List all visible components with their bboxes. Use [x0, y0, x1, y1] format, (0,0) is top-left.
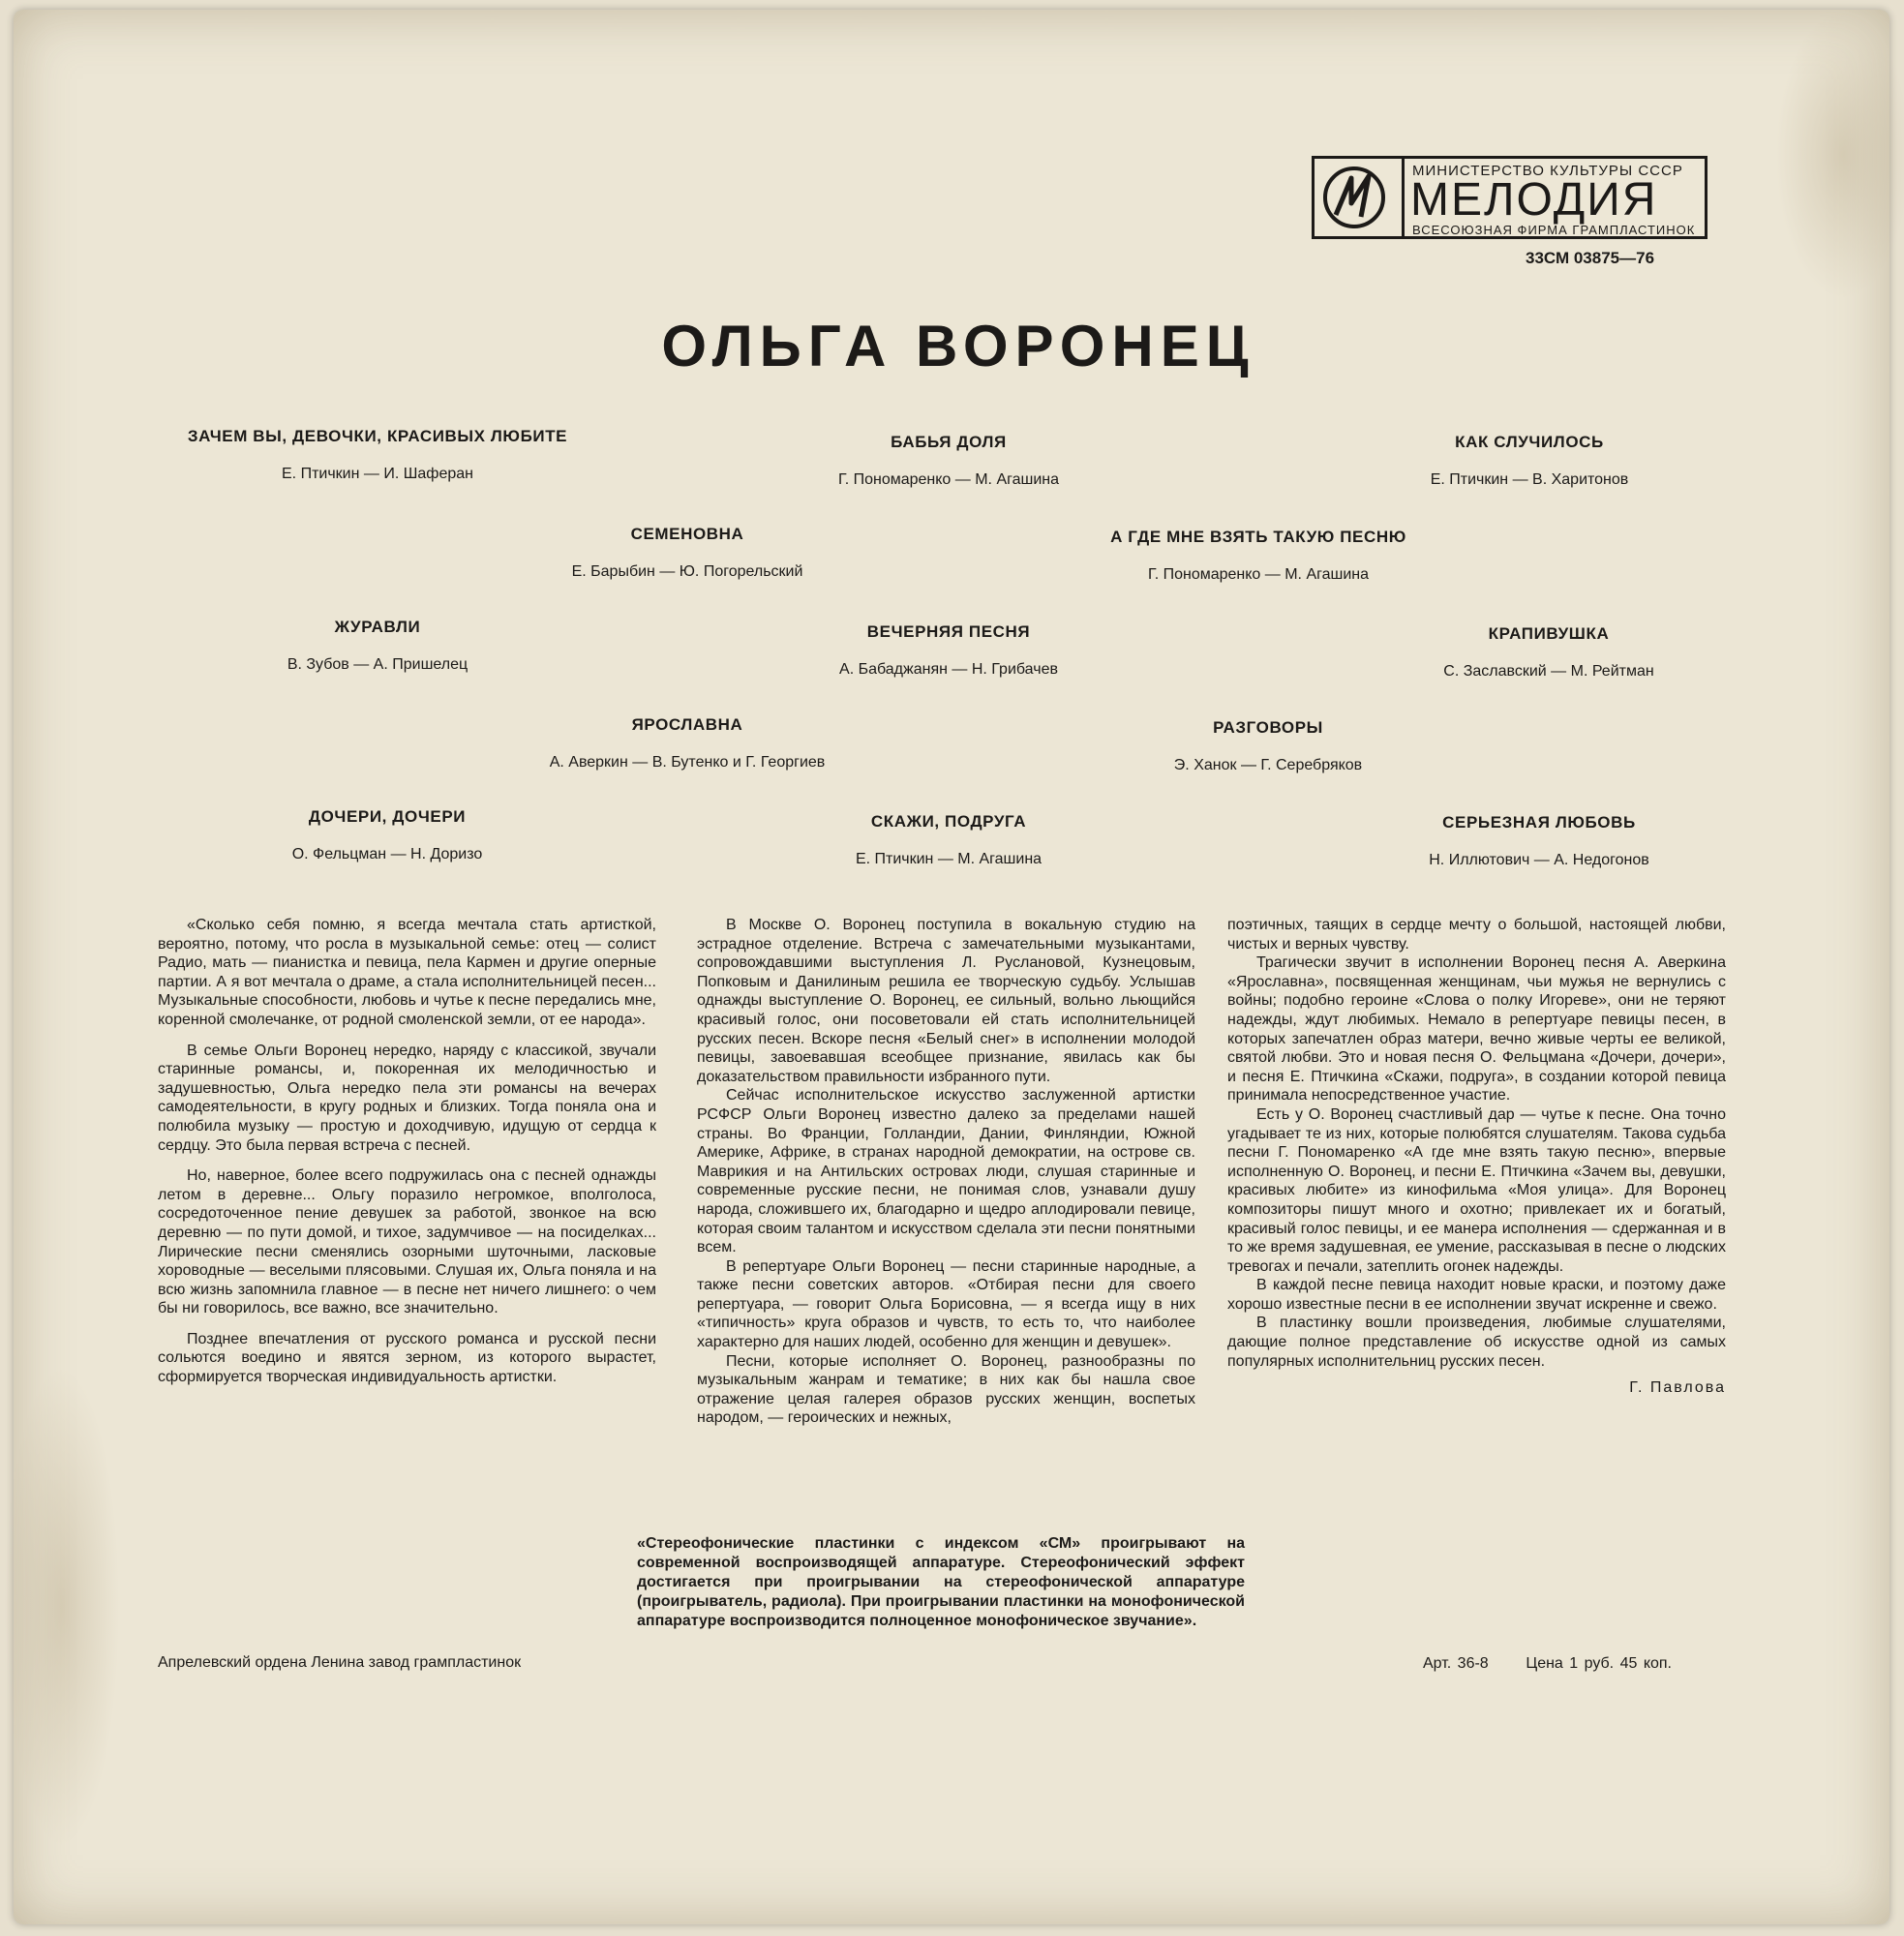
song-title: ВЕЧЕРНЯЯ ПЕСНЯ — [866, 622, 1031, 641]
song-item — [1345, 433, 1713, 489]
essay-paragraph: В каждой песне певица находит новые краски, и поэтому даже хорошо известные песни в ее исполнении звучат искренне и свежо. — [1227, 1277, 1726, 1313]
song-title: ДОЧЕРИ, ДОЧЕРИ — [308, 807, 467, 826]
song-authors: О. Фельцман — Н. Доризо — [291, 846, 483, 862]
article-number: Арт. 36-8 — [1423, 1655, 1489, 1672]
essay-paragraph: Позднее впечатления от русского романса и русской песни сольются воедино и явятся зерном, из которого вырастет, сформируется творческая индивидуальность артистки. — [158, 1330, 656, 1386]
melodiya-emblem-icon — [1322, 165, 1386, 230]
song-authors: В. Зубов — А. Пришелец — [287, 656, 468, 673]
song-item — [474, 715, 900, 771]
song-item — [1074, 718, 1462, 774]
song-authors: Г. Пономаренко — М. Агашина — [1147, 566, 1369, 583]
song-title: ЯРОСЛАВНА — [631, 715, 743, 734]
song-item — [1055, 528, 1462, 584]
essay-paragraph: Но, наверное, более всего подружилась она с песней однажды летом в деревне... Ольгу поразило негромкое, вполголоса, сосредоточенное пение девушек за работой, звонкое на всю деревню — по пути домой, и тихое, задумчивое — на посиделках... Лирические песни сменялись озорными шуточными, ласковые хороводные — веселыми плясовыми. Слушая их, Ольга поняла и на всю жизнь запомнила главное — в песне нет ничего лишнего: о чем бы ни говорилось, все важно, все значительно. — [158, 1167, 656, 1317]
stereo-note: «Стереофонические пластинки с индексом «СМ» проигрывают на современной воспроизводящей аппаратуре. Стереофонический эффект достигается при проигрывании на стереофонической аппаратуре (проигрыватель, радиола). При проигрывании пластинки на монофонической аппаратуре воспроизводится полноценное монофоническое звучание». — [637, 1535, 1245, 1629]
song-authors: Е. Птичкин — М. Агашина — [855, 851, 1043, 867]
song-title: БАБЬЯ ДОЛЯ — [891, 433, 1007, 451]
logo-text-block — [1402, 159, 1699, 236]
song-item — [755, 812, 1142, 868]
essay-paragraph: Трагически звучит в исполнении Воронец песня А. Аверкина «Ярославна», посвященная женщинам, чьи мужья не вернулись с войны; подобно героине «Слова о полку Игореве», они не теряют надежды, ждут любимых. Немало в репертуаре певицы песен, в которых запечатлен образ матери, вечно живые черты ее великой, святой любви. Это и новая песня О. Фельцмана «Дочери, дочери», и песня Е. Птичкина «Скажи, подруга», в создании которой певица принимала непосредственное участие. — [1227, 954, 1726, 1104]
song-authors: Н. Иллютович — А. Недогонов — [1429, 852, 1649, 868]
song-title: СКАЖИ, ПОДРУГА — [870, 812, 1027, 831]
song-item — [1345, 813, 1733, 869]
song-title: ЖУРАВЛИ — [334, 618, 421, 636]
company-label: ВСЕСОЮЗНАЯ ФИРМА ГРАМПЛАСТИНОК — [1412, 223, 1696, 237]
catalog-number: 33СМ 03875—76 — [1526, 249, 1655, 267]
song-title: КРАПИВУШКА — [1488, 624, 1610, 643]
song-item — [194, 807, 581, 863]
essay-column-1 — [158, 916, 656, 1387]
song-title: ЗАЧЕМ ВЫ, ДЕВОЧКИ, КРАСИВЫХ ЛЮБИТЕ — [187, 427, 568, 445]
song-title: СЕМЕНОВНА — [630, 525, 744, 543]
brand-name: МЕЛОДИЯ — [1410, 174, 1658, 226]
song-title: А ГДЕ МНЕ ВЗЯТЬ ТАКУЮ ПЕСНЮ — [1110, 528, 1406, 546]
melodiya-logo — [1312, 156, 1708, 239]
song-title: СЕРЬЕЗНАЯ ЛЮБОВЬ — [1442, 813, 1636, 832]
price: Цена 1 руб. 45 коп. — [1526, 1655, 1672, 1672]
edge-wear — [1775, 10, 1904, 300]
essay-paragraph: В семье Ольги Воронец нередко, наряду с классикой, звучали старинные романсы, и, покоренная их мелодичностью и задушевностью, Ольга нередко пела эти романсы на вечерах самодеятельности, в кругу родных и близких. Тогда поняла она и полюбила музыку — простую и доходчивую, идущую от сердца к сердцу. Это была первая встреча с песней. — [158, 1042, 656, 1154]
essay-paragraph: Песни, которые исполняет О. Воронец, разнообразны по музыкальным жанрам и тематике; в них как бы нашла свое отражение целая галерея образов русских женщин, воспетых народом, — героических и нежных, — [697, 1352, 1195, 1427]
ministry-label: МИНИСТЕРСТВО КУЛЬТУРЫ СССР — [1412, 163, 1683, 179]
essay-paragraph: Сейчас исполнительское искусство заслуженной артистки РСФСР Ольги Воронец известно далеко за пределами нашей страны. Во Франции, Голландии, Дании, Финляндии, Южной Америке, Африке, в странах народной демократии, на острове св. Маврикия и на Антильских островах люди, слушая старинные и современные русские песни, не понимая слов, узнавали душу народа, сложившего их, благодарно и щедро аплодировали певице, которая своим талантом и искусством сделала эти песни понятными всем. — [697, 1087, 1195, 1256]
song-item — [194, 618, 561, 674]
essay-paragraph: В репертуаре Ольги Воронец — песни старинные народные, а также песни советских авторов. «Отбирая песни для своего репертуара, — говорит Ольга Борисовна, — я всегда ищу в них «типичность» круга образов и чувств, то есть то, что наиболее характерно для наших людей, особенно для женщин и девушек». — [697, 1257, 1195, 1351]
song-authors: Е. Птичкин — И. Шаферан — [282, 466, 473, 482]
song-authors: А. Аверкин — В. Бутенко и Г. Георгиев — [549, 754, 826, 771]
price-info — [1423, 1655, 1672, 1673]
artist-title: ОЛЬГА ВОРОНЕЦ — [661, 314, 1255, 378]
song-title: РАЗГОВОРЫ — [1213, 718, 1323, 737]
factory-name: Апрелевский ордена Ленина завод грампластинок — [158, 1654, 522, 1671]
song-authors: Г. Пономаренко — М. Агашина — [837, 471, 1059, 488]
essay-paragraph: Есть у О. Воронец счастливый дар — чутье к песне. Она точно угадывает те из них, которые полюбятся слушателям. Такова судьба песни Г. Пономаренко «А где мне взять такую песню», впервые исполненную О. Воронец, и песни Е. Птичкина «Зачем вы, девушки, красивых любите» из кинофильма «Моя улица». Для Воронец композиторы пишут много и охотно; привлекает их и богатый, красивый голос певицы, и ее манера исполнения — сдержанная и в то же время задушевная, ее умение, рассказывая в песне о людских тревогах и печали, затеплить огонек надежды. — [1227, 1105, 1726, 1275]
song-item — [484, 525, 891, 581]
essay-paragraph: поэтичных, таящих в сердце мечту о большой, настоящей любви, чистых и верных чувству. — [1227, 917, 1726, 953]
essay-paragraph: В пластинку вошли произведения, любимые слушателями, дающие полное представление об искусстве одной из самых популярных исполнительниц русских песен. — [1227, 1315, 1726, 1370]
song-authors: Э. Ханок — Г. Серебряков — [1173, 757, 1363, 773]
song-item — [745, 433, 1152, 489]
song-authors: А. Бабаджанян — Н. Грибачев — [839, 661, 1058, 678]
essay-signature: Г. Павлова — [1629, 1379, 1726, 1397]
essay-column-3 — [1227, 916, 1726, 1398]
essay-paragraph: В Москве О. Воронец поступила в вокальную студию на эстрадное отделение. Встреча с замечательными музыкантами, сопровождавшими выступления Л. Руслановой, Кузнецовым, Попковым и Данилиным решила ее творческую судьбу. Услышав однажды выступление О. Воронец, ее сильный, вольно льющийся красивый голос, они посоветовали ей стать исполнительницей русских песен. Вскоре песня «Белый снег» в исполнении молодой певицы, завоевавшая всеобщее признание, явилась как бы доказательством правильности избранного пути. — [697, 917, 1195, 1085]
essay-paragraph: «Сколько себя помню, я всегда мечтала стать артисткой, вероятно, потому, что росла в музыкальной семье: отец — солист Радио, мать — пианистка и певица, пела Кармен и другие оперные партии. А я вот мечтала о драме, а стала исполнительницей песен... Музыкальные способности, любовь и чутье к песне передались мне, коренной смолечанке, от родной смоленской земли, от ее народа». — [158, 917, 656, 1028]
song-item — [155, 427, 600, 483]
song-title: КАК СЛУЧИЛОСЬ — [1455, 433, 1604, 451]
song-item — [755, 622, 1142, 679]
song-item — [1355, 624, 1742, 681]
song-authors: Е. Барыбин — Ю. Погорельский — [571, 563, 803, 580]
edge-wear — [4, 1365, 120, 1849]
essay-column-2 — [697, 916, 1195, 1428]
song-authors: С. Заславский — М. Рейтман — [1443, 663, 1654, 680]
song-authors: Е. Птичкин — В. Харитонов — [1430, 471, 1629, 488]
